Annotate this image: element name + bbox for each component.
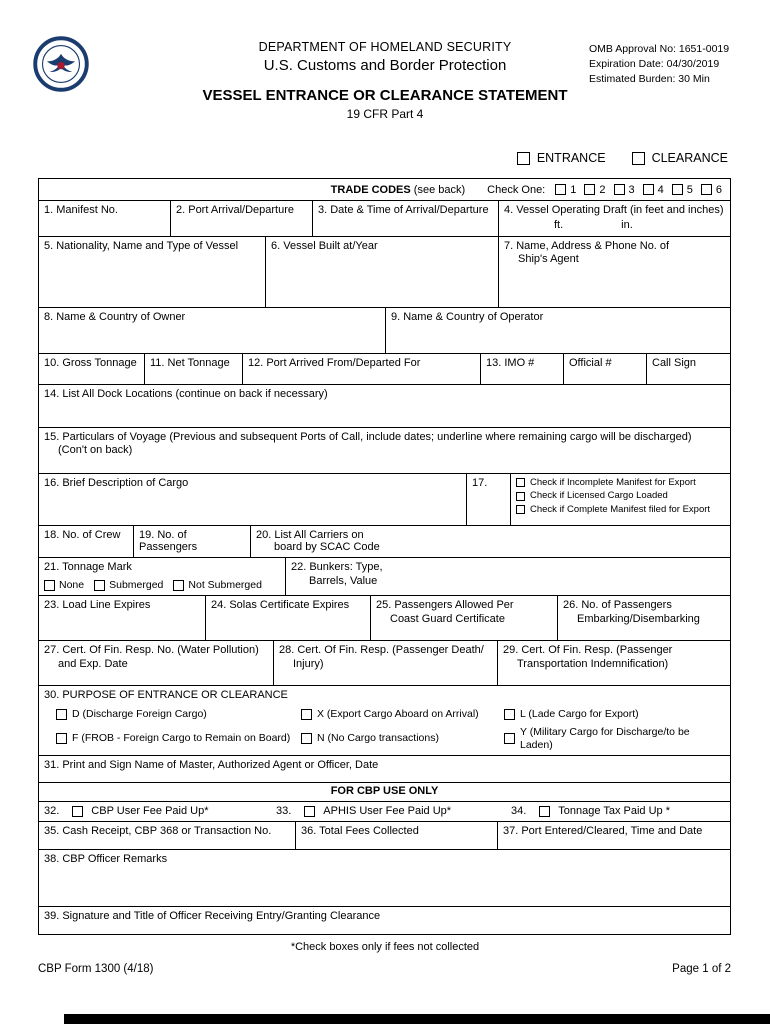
purpose-d-checkbox[interactable] (56, 709, 67, 720)
row-18-20 (39, 525, 730, 557)
field-38-officer-remarks: 38. CBP Officer Remarks (44, 853, 168, 866)
row-30 (39, 685, 730, 755)
row-23-26 (39, 595, 730, 640)
row-1-4 (39, 200, 730, 236)
licensed-cargo-checkbox[interactable] (516, 492, 525, 501)
purpose-f-checkbox[interactable] (56, 733, 67, 744)
check-one-label: Check One: (487, 183, 546, 196)
row-31 (39, 755, 730, 782)
feet-label: ft. (554, 218, 564, 231)
omb-approval: OMB Approval No: 1651-0019 (589, 43, 730, 55)
field-33-aphis-user-fee: 33. APHIS User Fee Paid Up* (276, 804, 452, 817)
form-id: CBP Form 1300 (4/18) (38, 963, 154, 975)
entrance-option (517, 151, 606, 165)
entrance-label: ENTRANCE (536, 151, 606, 165)
trade-code-3-checkbox[interactable] (614, 184, 625, 195)
field-21-tonnage-mark: 21. Tonnage Mark None Submerged Not Submerged (39, 558, 286, 595)
field-18-no-of-crew: 18. No. of Crew (39, 526, 134, 557)
field-11-net-tonnage: 11. Net Tonnage (145, 354, 243, 384)
field-20-carriers-scac: 20. List All Carriers on board by SCAC Code (256, 528, 380, 554)
scan-artifact-bar (64, 1014, 770, 1024)
field-17-option-3: Check if Complete Manifest filed for Export (516, 503, 725, 517)
trade-code-option-1: 1 (555, 184, 576, 196)
row-39 (39, 906, 730, 934)
row-27-29 (39, 640, 730, 685)
row-32-34 (39, 801, 730, 822)
agency-name: DEPARTMENT OF HOMELAND SECURITY (258, 40, 512, 54)
complete-manifest-checkbox[interactable] (516, 505, 525, 514)
field-3-date-time: 3. Date & Time of Arrival/Departure (313, 201, 499, 236)
purpose-l-checkbox[interactable] (504, 709, 515, 720)
entrance-clearance-row (517, 151, 728, 165)
row-21-22 (39, 557, 730, 595)
clearance-option (632, 151, 728, 165)
field-17-option-1: Check if Incomplete Manifest for Export (516, 476, 725, 490)
trade-code-option-4: 4 (643, 184, 664, 196)
purpose-y-checkbox[interactable] (504, 733, 515, 744)
row-5-7 (39, 236, 730, 307)
field-1-manifest-no: 1. Manifest No. (39, 201, 171, 236)
field-7-ships-agent: 7. Name, Address & Phone No. of Ship's Agent (504, 239, 670, 266)
trade-code-2-checkbox[interactable] (584, 184, 595, 195)
purpose-n-checkbox[interactable] (301, 733, 312, 744)
purpose-x-checkbox[interactable] (301, 709, 312, 720)
estimated-burden: Estimated Burden: 30 Min (589, 73, 710, 86)
tonnage-not-submerged-option: Not Submerged (173, 579, 262, 592)
tonnage-none-option: None (44, 579, 84, 592)
purpose-x-option: X (Export Cargo Aboard on Arrival) (301, 708, 504, 721)
field-35-cash-receipt: 35. Cash Receipt, CBP 368 or Transaction No. (39, 822, 296, 849)
trade-code-option-5: 5 (672, 184, 693, 196)
field-10-gross-tonnage: 10. Gross Tonnage (39, 354, 145, 384)
form-subtitle: 19 CFR Part 4 (346, 107, 424, 121)
row-14 (39, 384, 730, 427)
row-35-37 (39, 821, 730, 849)
trade-code-option-2: 2 (584, 184, 605, 196)
trade-code-option-6: 6 (701, 184, 722, 196)
cbp-use-only-label: FOR CBP USE ONLY (330, 784, 439, 797)
trade-code-option-3: 3 (614, 184, 635, 196)
field-27-water-pollution: 27. Cert. Of Fin. Resp. No. (Water Pollution) and Exp. Date (39, 641, 274, 685)
field-17-options (511, 474, 730, 525)
tonnage-tax-checkbox[interactable] (539, 806, 550, 817)
tonnage-not-submerged-checkbox[interactable] (173, 580, 184, 591)
entrance-checkbox[interactable] (517, 152, 530, 165)
tonnage-submerged-checkbox[interactable] (94, 580, 105, 591)
omb-block (589, 42, 729, 88)
row-10-13 (39, 353, 730, 384)
row-16-17 (39, 473, 730, 525)
field-30-purpose: 30. PURPOSE OF ENTRANCE OR CLEARANCE D (Discharge Foreign Cargo) X (Export Cargo Aboard on Arrival) L (Lade Cargo for Export) F (FROB - Foreign Cargo to Remain on Board) N (No Cargo transactions) Y (Military Cargo for Discharge/to be Laden) (39, 686, 730, 755)
field-34-tonnage-tax: 34. Tonnage Tax Paid Up * (511, 804, 671, 817)
field-17-option-2: Check if Licensed Cargo Loaded (516, 489, 725, 503)
field-5-nationality: 5. Nationality, Name and Type of Vessel (39, 237, 266, 307)
clearance-checkbox[interactable] (632, 152, 645, 165)
trade-code-1-checkbox[interactable] (555, 184, 566, 195)
purpose-n-option: N (No Cargo transactions) (301, 726, 504, 752)
field-6-vessel-built: 6. Vessel Built at/Year (266, 237, 499, 307)
cbp-user-fee-checkbox[interactable] (72, 806, 83, 817)
field-2-port-arrival-departure: 2. Port Arrival/Departure (171, 201, 313, 236)
trade-code-4-checkbox[interactable] (643, 184, 654, 195)
tonnage-submerged-option: Submerged (94, 579, 163, 592)
field-24-solas-expires: 24. Solas Certificate Expires (206, 596, 371, 640)
field-28-passenger-death: 28. Cert. Of Fin. Resp. (Passenger Death/ Injury) (274, 641, 498, 685)
purpose-l-option: L (Lade Cargo for Export) (504, 708, 725, 721)
purpose-f-option: F (FROB - Foreign Cargo to Remain on Board) (56, 726, 301, 752)
page-title: VESSEL ENTRANCE OR CLEARANCE STATEMENT (202, 87, 568, 104)
field-39-officer-signature: 39. Signature and Title of Officer Receiving Entry/Granting Clearance (44, 910, 381, 923)
field-22-bunkers: 22. Bunkers: Type, Barrels, Value (291, 560, 383, 587)
field-14-dock-locations: 14. List All Dock Locations (continue on back if necessary) (44, 387, 328, 400)
inches-label: in. (621, 218, 633, 231)
field-17-number: 17. (467, 474, 511, 525)
row-8-9 (39, 307, 730, 353)
clearance-label: CLEARANCE (651, 151, 728, 165)
row-cbp-use-only (39, 782, 730, 801)
field-36-total-fees: 36. Total Fees Collected (296, 822, 498, 849)
field-12-port-arrived-from: 12. Port Arrived From/Departed For (243, 354, 481, 384)
field-13-call-sign: Call Sign (652, 356, 697, 369)
form-footer (38, 963, 731, 975)
bureau-name: U.S. Customs and Border Protection (263, 57, 507, 74)
expiration-date: Expiration Date: 04/30/2019 (589, 58, 720, 71)
field-13-imo: 13. IMO # (481, 354, 564, 384)
field-4-operating-draft: 4. Vessel Operating Draft (in feet and inches) ft. in. (504, 204, 724, 231)
field-15-particulars: 15. Particulars of Voyage (Previous and subsequent Ports of Call, include dates; underline where remaining cargo will be discharged) (Con't on back) (44, 430, 692, 457)
field-8-owner: 8. Name & Country of Owner (39, 308, 386, 353)
row-38 (39, 849, 730, 906)
trade-codes-row (39, 179, 730, 200)
trade-codes-label: TRADE CODES (see back) (330, 183, 466, 196)
page-number: Page 1 of 2 (672, 963, 731, 975)
field-19-no-of-passengers: 19. No. of Passengers (134, 526, 251, 557)
field-32-cbp-user-fee: 32. CBP User Fee Paid Up* (44, 804, 209, 817)
field-23-load-line-expires: 23. Load Line Expires (39, 596, 206, 640)
tonnage-none-checkbox[interactable] (44, 580, 55, 591)
form-table (38, 178, 731, 935)
purpose-d-option: D (Discharge Foreign Cargo) (56, 708, 301, 721)
field-25-passengers-allowed: 25. Passengers Allowed Per Coast Guard Certificate (371, 596, 558, 640)
row-15 (39, 427, 730, 473)
field-37-port-entered: 37. Port Entered/Cleared, Time and Date (503, 825, 703, 838)
trade-code-6-checkbox[interactable] (701, 184, 712, 195)
field-13-official-no: Official # (564, 354, 647, 384)
aphis-user-fee-checkbox[interactable] (304, 806, 315, 817)
field-31-master-signature: 31. Print and Sign Name of Master, Authorized Agent or Officer, Date (44, 758, 379, 771)
field-16-cargo-description: 16. Brief Description of Cargo (39, 474, 467, 525)
trade-code-5-checkbox[interactable] (672, 184, 683, 195)
field-9-operator: 9. Name & Country of Operator (391, 310, 544, 323)
field-26-passengers-embarking: 26. No. of Passengers Embarking/Disembarking (563, 598, 700, 625)
field-29-transport-indemnification: 29. Cert. Of Fin. Resp. (Passenger Transportation Indemnification) (503, 643, 673, 670)
fees-footnote: *Check boxes only if fees not collected (290, 941, 480, 953)
purpose-y-option: Y (Military Cargo for Discharge/to be Laden) (504, 726, 725, 752)
incomplete-manifest-checkbox[interactable] (516, 478, 525, 487)
